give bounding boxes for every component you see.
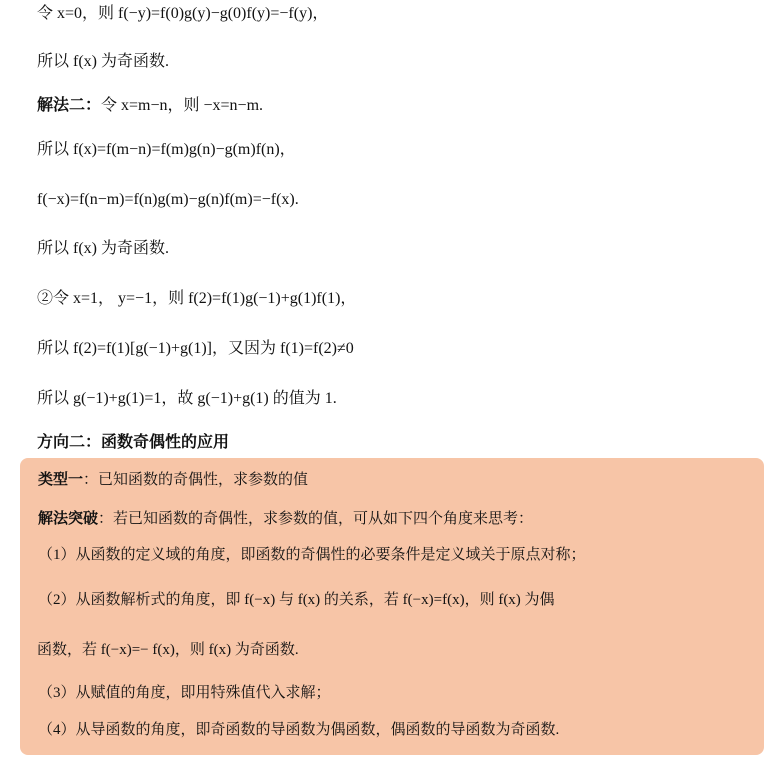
item-4: （4）从导函数的角度，即奇函数的导函数为偶函数，偶函数的导函数为奇函数. xyxy=(38,722,560,738)
text-line-9: 所以 g(−1)+g(1)=1，故 g(−1)+g(1) 的值为 1. xyxy=(37,390,337,407)
item-2-continued: 函数，若 f(−x)=− f(x)，则 f(x) 为奇函数. xyxy=(37,642,299,658)
method-text: ：若已知函数的奇偶性，求参数的值，可从如下四个角度来思考： xyxy=(98,511,534,527)
text-line-5: f(−x)=f(n−m)=f(n)g(m)−g(n)f(m)=−f(x). xyxy=(37,191,299,208)
text-line-7: ②令 x=1， y=−1，则 f(2)=f(1)g(−1)+g(1)f(1)， xyxy=(37,290,357,307)
item-3: （3）从赋值的角度，即用特殊值代入求解； xyxy=(38,685,331,701)
method-two-text: 令 x=m−n，则 −x=n−m. xyxy=(101,97,264,114)
type-label: 类型一 xyxy=(38,472,84,488)
method-label: 解法突破 xyxy=(38,511,99,527)
item-1: （1）从函数的定义域的角度，即函数的奇偶性的必要条件是定义域关于原点对称； xyxy=(38,547,586,563)
item-2: （2）从函数解析式的角度，即 f(−x) 与 f(x) 的关系，若 f(−x)=f(x)，则 f(x) 为偶 xyxy=(38,592,555,608)
method-line xyxy=(38,508,533,530)
text-line-8: 所以 f(2)=f(1)[g(−1)+g(1)]，又因为 f(1)=f(2)≠0 xyxy=(37,340,354,357)
method-two-line xyxy=(37,95,263,117)
text-line-2: 所以 f(x) 为奇函数. xyxy=(37,53,169,70)
method-two-label: 解法二： xyxy=(37,97,102,114)
text-line-1: 令 x=0，则 f(−y)=f(0)g(y)−g(0)f(y)=−f(y)， xyxy=(37,5,329,22)
text-line-4: 所以 f(x)=f(m−n)=f(m)g(n)−g(m)f(n)， xyxy=(37,141,296,158)
text-line-6: 所以 f(x) 为奇函数. xyxy=(37,240,169,257)
type-text: ：已知函数的奇偶性，求参数的值 xyxy=(83,472,309,488)
section-heading: 方向二：函数奇偶性的应用 xyxy=(37,434,230,451)
type-line xyxy=(38,469,308,491)
